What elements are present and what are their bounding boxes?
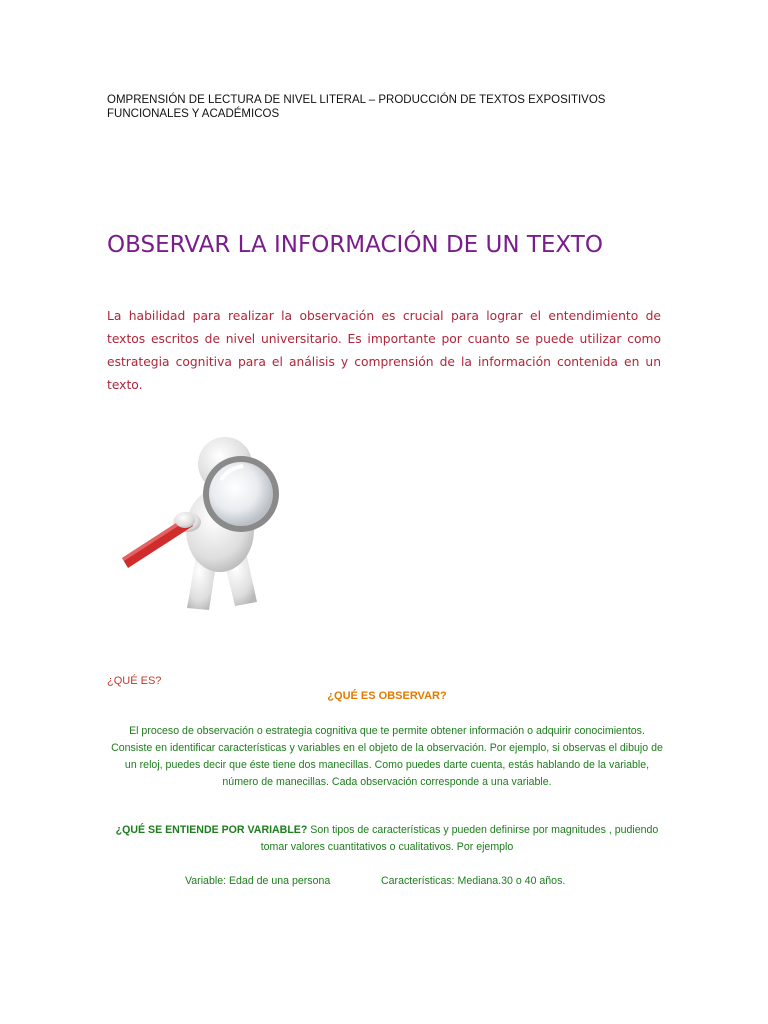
figure-illustration xyxy=(117,430,317,615)
intro-paragraph: La habilidad para realizar la observación es crucial para lograr el entendimiento de textos escritos de nivel universitario. Es importante por cuanto se puede utilizar como estrategia cognitiva para el análisis y comprensión de la información contenida en un texto. xyxy=(107,309,661,392)
document-header: OMPRENSIÓN DE LECTURA DE NIVEL LITERAL – PRODUCCIÓN DE TEXTOS EXPOSITIVOS FUNCIONALES Y ACADÉMICOS xyxy=(107,94,606,120)
observation-definition: El proceso de observación o estrategia cognitiva que te permite obtener información o adquirir conocimientos. Consiste en identificar características y variables en el objeto de la observación. Por ejemplo, si observas el dibujo de un reloj, puedes decir que éste tiene dos manecillas. Como puedes darte cuenta, estás hablando de la variable, número de manecillas. Cada observación corresponde a una variable. xyxy=(111,725,663,788)
example-row xyxy=(185,875,665,887)
variable-heading: ¿QUÉ SE ENTIENDE POR VARIABLE? xyxy=(115,824,308,836)
figure-with-magnifying-glass-icon xyxy=(117,430,317,615)
variable-text: Son tipos de características y pueden definirse por magnitudes , pudiendo tomar valores cuantitativos o cualitativos. Por ejemplo xyxy=(260,824,659,853)
variable-definition xyxy=(110,822,664,856)
page-title: OBSERVAR LA INFORMACIÓN DE UN TEXTO xyxy=(107,232,603,258)
example-variable: Variable: Edad de una persona xyxy=(185,875,331,887)
example-characteristics: Características: Mediana.30 o 40 años. xyxy=(381,875,566,887)
que-es-observar-heading: ¿QUÉ ES OBSERVAR? xyxy=(327,690,447,702)
que-es-heading: ¿QUÉ ES? xyxy=(107,675,162,687)
